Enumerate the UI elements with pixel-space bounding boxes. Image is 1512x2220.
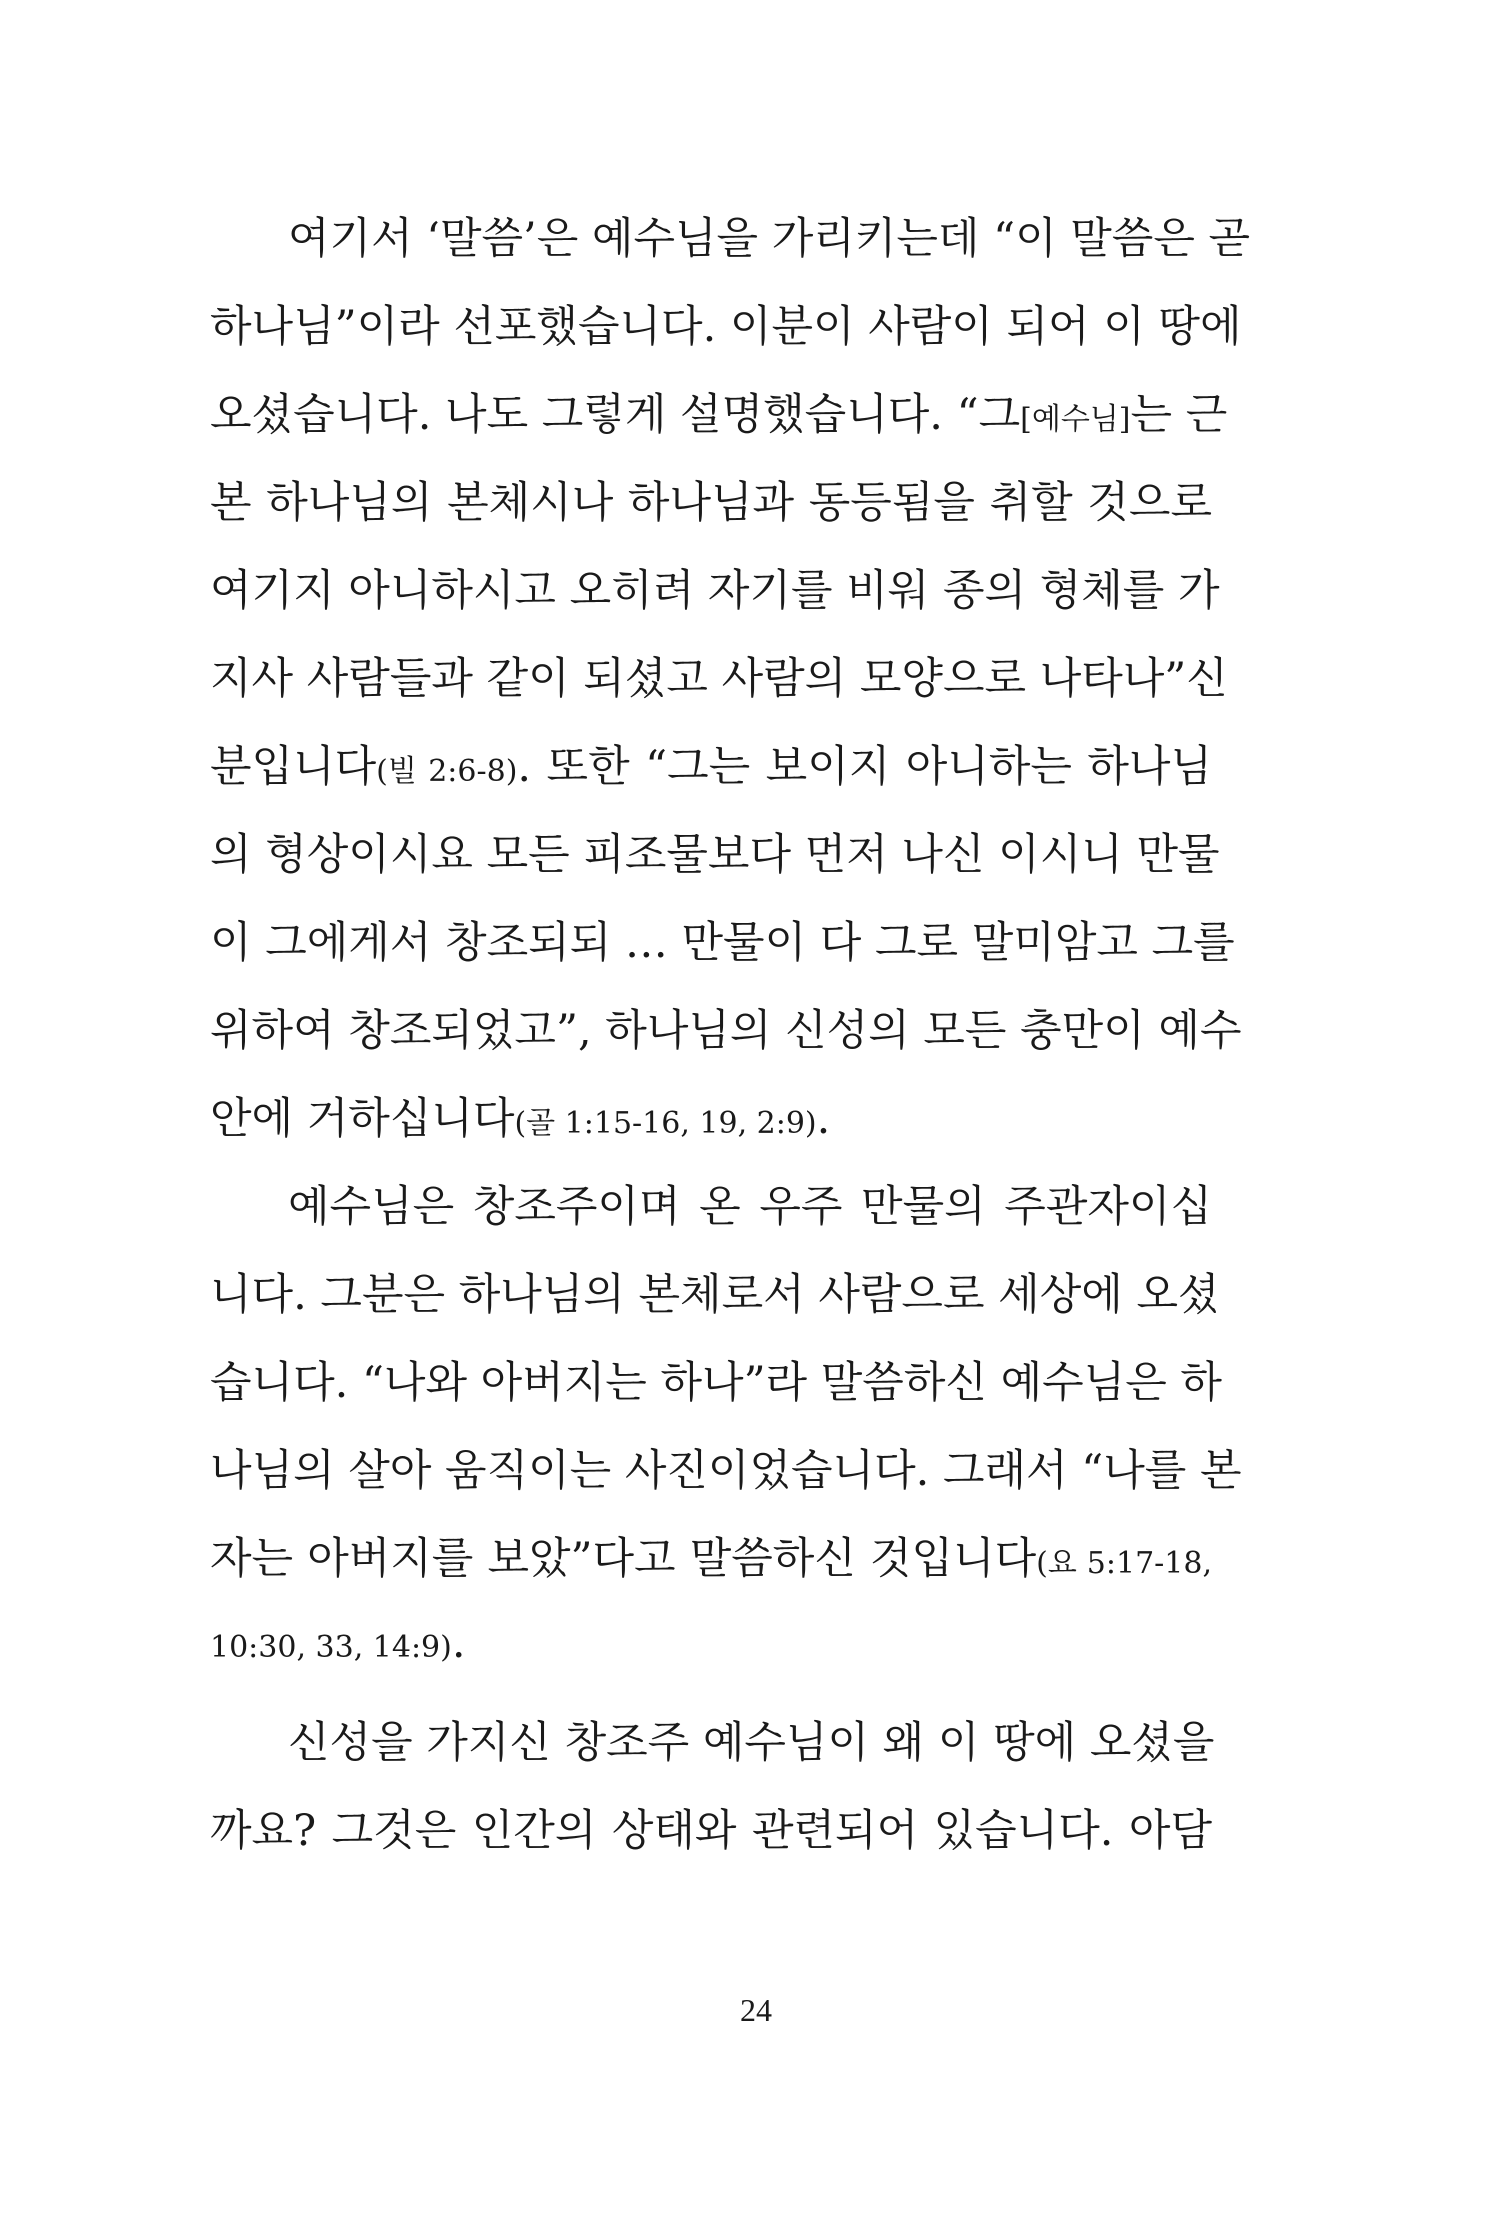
inline-note: [예수님] (1020, 402, 1131, 437)
text-span: 자는 아버지를 보았”다고 말씀하신 것입니다 (210, 1534, 1037, 1584)
text-span: . (816, 1094, 831, 1144)
text-span: 이 그에게서 창조되되 … 만물이 다 그로 말미암고 그를 (210, 918, 1235, 968)
text-span: 예수님은 창조주이며 온 우주 만물의 주관자이십 (288, 1182, 1212, 1232)
text-span: 분입니다 (210, 742, 377, 792)
text-span: 안에 거하십니다 (210, 1094, 515, 1144)
text-line (210, 195, 1251, 283)
text-line (210, 899, 1235, 987)
text-span: 하나님”이라 선포했습니다. 이분이 사람이 되어 이 땅에 (210, 302, 1242, 352)
paragraph (210, 1699, 1215, 1875)
text-span: 오셨습니다. 나도 그렇게 설명했습니다. “그 (210, 390, 1021, 440)
scripture-reference: (골 1:15-16, 19, 2:9) (514, 1106, 817, 1141)
text-line (210, 1163, 1212, 1251)
text-span: 여기서 ‘말씀’은 예수님을 가리키는데 “이 말씀은 곧 (288, 214, 1251, 264)
text-line (210, 1427, 1242, 1515)
text-span: 습니다. “나와 아버지는 하나”라 말씀하신 예수님은 하 (210, 1358, 1222, 1408)
scripture-reference: (빌 2:6-8) (376, 754, 518, 789)
text-span: 는 근 (1130, 390, 1228, 440)
text-span: 나님의 살아 움직이는 사진이었습니다. 그래서 “나를 본 (210, 1446, 1242, 1496)
text-line (210, 987, 1242, 1075)
text-line (210, 1603, 1212, 1683)
text-line (210, 635, 1228, 723)
paragraph (210, 1163, 1242, 1683)
paragraph-gap (210, 1683, 1212, 1699)
text-line (210, 1075, 1212, 1163)
text-line (210, 371, 1228, 459)
text-line (210, 1699, 1215, 1787)
text-line (210, 283, 1242, 371)
text-line (210, 547, 1220, 635)
text-span: . 또한 “그는 보이지 아니하는 하나님 (517, 742, 1212, 792)
paragraph (210, 195, 1251, 1163)
body-text (210, 195, 1251, 1875)
text-span: 본 하나님의 본체시나 하나님과 동등됨을 취할 것으로 (210, 478, 1212, 528)
text-span: 의 형상이시요 모든 피조물보다 먼저 나신 이시니 만물 (210, 830, 1220, 880)
text-line (210, 811, 1220, 899)
text-span: . (451, 1618, 466, 1668)
text-span: 지사 사람들과 같이 되셨고 사람의 모양으로 나타나”신 (210, 654, 1228, 704)
text-line (210, 723, 1212, 811)
text-span: 위하여 창조되었고”, 하나님의 신성의 모든 충만이 예수 (210, 1006, 1242, 1056)
text-line (210, 1339, 1222, 1427)
text-line (210, 1251, 1220, 1339)
scripture-reference: 10:30, 33, 14:9) (210, 1630, 452, 1665)
page-number: 24 (740, 1992, 772, 2028)
scripture-reference: (요 5:17-18, (1036, 1546, 1213, 1581)
text-span: 여기지 아니하시고 오히려 자기를 비워 종의 형체를 가 (210, 566, 1220, 616)
text-span: 니다. 그분은 하나님의 본체로서 사람으로 세상에 오셨 (210, 1270, 1220, 1320)
text-span: 신성을 가지신 창조주 예수님이 왜 이 땅에 오셨을 (288, 1718, 1215, 1768)
text-span: 까요? 그것은 인간의 상태와 관련되어 있습니다. 아담 (210, 1806, 1212, 1856)
text-line (210, 459, 1212, 547)
text-line (210, 1515, 1212, 1603)
text-line (210, 1787, 1212, 1875)
